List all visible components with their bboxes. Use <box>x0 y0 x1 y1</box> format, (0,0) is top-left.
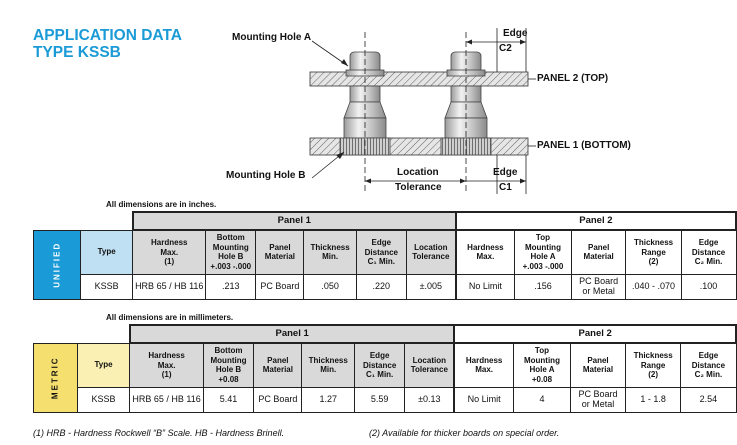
unified-panel-2-header: Panel 2 <box>456 212 736 230</box>
edge-distance-header: Edge Distance C₁ Min. <box>356 230 406 274</box>
hardness-2-header: Hardness Max. <box>454 343 513 387</box>
bottom-hole-header: Bottom Mounting Hole B +0.08 <box>203 343 253 387</box>
unified-table <box>33 211 737 300</box>
metric-side-label: METRIC <box>34 343 78 412</box>
panel-material-2-cell: PC Board or Metal <box>571 274 626 299</box>
metric-panel-2-header: Panel 2 <box>454 325 736 343</box>
edge-top-label: Edge <box>503 28 528 39</box>
hardness-header: Hardness Max. (1) <box>130 343 203 387</box>
thickness-range-header: Thickness Range (2) <box>626 230 681 274</box>
title-line-2: TYPE KSSB <box>33 44 121 61</box>
location-tolerance-header: Location Tolerance <box>406 230 455 274</box>
bottom-hole-cell: .213 <box>206 274 256 299</box>
type-cell: KSSB <box>77 387 130 412</box>
c1-label: C1 <box>499 182 512 193</box>
hardness-2-cell: No Limit <box>456 274 515 299</box>
location-tolerance-cell: ±.005 <box>406 274 455 299</box>
hardness-2-cell: No Limit <box>454 387 513 412</box>
footnote-1: (1) HRB - Hardness Rockwell “B” Scale. HB - Hardness Brinell. <box>33 428 285 438</box>
panel-material-2-cell: PC Board or Metal <box>571 387 626 412</box>
metric-panel-1-header: Panel 1 <box>130 325 454 343</box>
thickness-range-header: Thickness Range (2) <box>625 343 680 387</box>
bottom-hole-header: Bottom Mounting Hole B +.003 -.000 <box>206 230 256 274</box>
thickness-header: Thickness Min. <box>304 230 356 274</box>
edge-distance-header: Edge Distance C₁ Min. <box>354 343 404 387</box>
edge-distance-2-cell: 2.54 <box>681 387 736 412</box>
thickness-cell: 1.27 <box>302 387 354 412</box>
hardness-cell: HRB 65 / HB 116 <box>133 274 206 299</box>
title-line-1: APPLICATION DATA <box>33 27 182 44</box>
top-hole-header: Top Mounting Hole A +.003 -.000 <box>515 230 572 274</box>
edge-distance-cell: .220 <box>356 274 406 299</box>
thickness-range-cell: .040 - .070 <box>626 274 681 299</box>
c2-label: C2 <box>499 43 512 54</box>
mounting-hole-a-label: Mounting Hole A <box>232 32 312 43</box>
panel-1-label: PANEL 1 (BOTTOM) <box>537 140 631 151</box>
panel-2-label: PANEL 2 (TOP) <box>537 73 609 84</box>
unified-side-label: UNIFIED <box>34 230 81 299</box>
standoff-right <box>441 52 491 155</box>
panel-material-2-header: Panel Material <box>571 343 626 387</box>
edge-distance-2-header: Edge Distance C₂ Min. <box>681 343 736 387</box>
panel-material-cell: PC Board <box>256 274 304 299</box>
footnote-2: (2) Available for thicker boards on special order. <box>369 428 560 438</box>
hardness-header: Hardness Max. (1) <box>133 230 206 274</box>
hardness-2-header: Hardness Max. <box>456 230 515 274</box>
application-diagram <box>0 0 737 200</box>
type-header: Type <box>81 230 133 274</box>
location-label: Location <box>397 167 439 178</box>
mounting-hole-b-label: Mounting Hole B <box>226 170 306 181</box>
location-tolerance-header: Location Tolerance <box>405 343 455 387</box>
panel-material-cell: PC Board <box>254 387 302 412</box>
metric-table <box>33 324 737 413</box>
edge-distance-2-cell: .100 <box>681 274 736 299</box>
panel-material-header: Panel Material <box>256 230 304 274</box>
thickness-cell: .050 <box>304 274 356 299</box>
top-hole-cell: 4 <box>513 387 570 412</box>
metric-dimension-note: All dimensions are in millimeters. <box>106 313 234 322</box>
panel-2-top <box>310 72 528 86</box>
unified-panel-1-header: Panel 1 <box>133 212 456 230</box>
panel-material-header: Panel Material <box>254 343 302 387</box>
thickness-range-cell: 1 - 1.8 <box>625 387 680 412</box>
edge-distance-cell: 5.59 <box>354 387 404 412</box>
edge-bottom-label: Edge <box>493 167 518 178</box>
type-header: Type <box>77 343 130 387</box>
type-cell: KSSB <box>81 274 133 299</box>
top-hole-header: Top Mounting Hole A +0.08 <box>513 343 570 387</box>
tolerance-label: Tolerance <box>395 182 442 193</box>
panel-material-2-header: Panel Material <box>571 230 626 274</box>
standoff-left <box>340 52 390 155</box>
top-hole-cell: .156 <box>515 274 572 299</box>
bottom-hole-cell: 5.41 <box>203 387 253 412</box>
thickness-header: Thickness Min. <box>302 343 354 387</box>
table-row <box>34 387 737 412</box>
table-row <box>34 274 737 299</box>
edge-distance-2-header: Edge Distance C₂ Min. <box>681 230 736 274</box>
hardness-cell: HRB 65 / HB 116 <box>130 387 203 412</box>
location-tolerance-cell: ±0.13 <box>405 387 455 412</box>
unified-dimension-note: All dimensions are in inches. <box>106 200 217 209</box>
